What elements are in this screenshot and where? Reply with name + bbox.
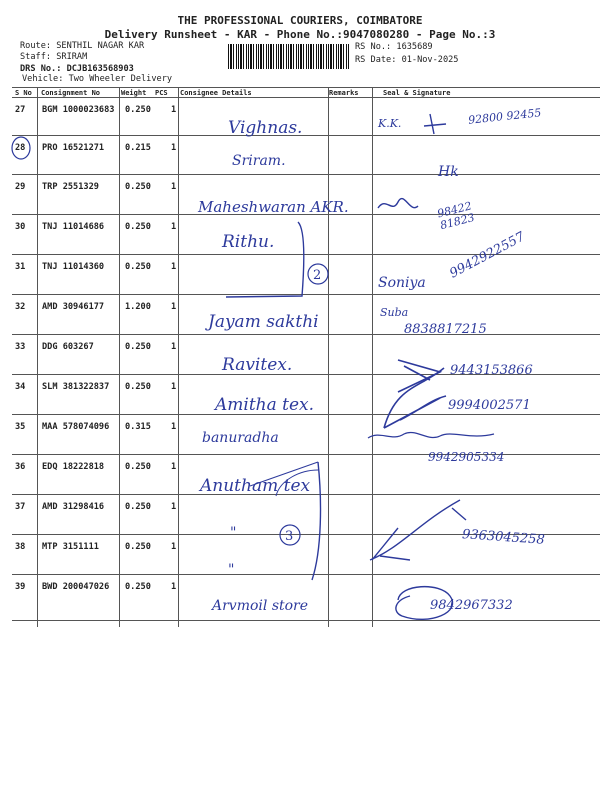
pieces-count: 1 (171, 422, 177, 432)
serial-number: 36 (15, 462, 26, 472)
weight-value: 0.250 (125, 182, 151, 192)
handwritten-consignee: Ravitex. (222, 355, 293, 375)
circled-number: 2 (313, 268, 322, 283)
consignment-number: TNJ 11014686 (42, 222, 105, 232)
pieces-count: 1 (171, 542, 177, 552)
handwritten-sign: Hk (438, 164, 459, 180)
consignment-number: PRO 16521271 (42, 143, 105, 153)
pieces-count: 1 (171, 302, 177, 312)
consignment-number: MTP 3151111 (42, 542, 99, 552)
consignment-number: TNJ 11014360 (42, 262, 105, 272)
handwritten-phone: 9363045258 (461, 527, 546, 548)
serial-number: 39 (15, 582, 26, 592)
rs-number: RS No.: 1635689 (355, 42, 433, 52)
circled-number: 3 (285, 529, 294, 544)
handwritten-consignee: " (228, 562, 235, 578)
consignment-number: BGM 1000023683 (42, 105, 115, 115)
pieces-count: 1 (171, 342, 177, 352)
pieces-count: 1 (171, 502, 177, 512)
serial-number: 29 (15, 182, 26, 192)
weight-value: 0.250 (125, 462, 151, 472)
handwritten-sign: K.K. (378, 117, 402, 130)
handwritten-consignee: Vighnas. (228, 118, 303, 138)
weight-value: 0.215 (125, 143, 151, 153)
weight-value: 0.315 (125, 422, 151, 432)
handwritten-phone: 8838817215 (404, 322, 487, 337)
handwritten-phone: 98422 81823 (435, 199, 476, 233)
handwritten-consignee: Maheshwaran AKR. (198, 198, 349, 216)
row-divider (12, 620, 600, 621)
row-divider (12, 174, 600, 175)
col-sno: S No (15, 89, 32, 97)
weight-value: 0.250 (125, 502, 151, 512)
handwritten-sign: Soniya (378, 275, 426, 291)
handwritten-phone: 9942905334 (428, 450, 505, 464)
handwritten-consignee: Amitha tex. (215, 395, 315, 415)
handwritten-consignee: Jayam sakthi (208, 312, 319, 332)
route-label: Route: SENTHIL NAGAR KAR (20, 41, 145, 51)
col-seal: Seal & Signature (383, 89, 451, 97)
handwritten-phone: 9994002571 (448, 398, 531, 413)
company-name: THE PROFESSIONAL COURIERS, COIMBATORE (177, 14, 423, 27)
handwritten-consignee: Rithu. (222, 232, 275, 252)
handwritten-sign: Suba (380, 306, 409, 319)
handwritten-phone: 92800 92455 (467, 106, 542, 127)
pieces-count: 1 (171, 182, 177, 192)
drs-label: DRS No.: DCJB163568903 (20, 64, 134, 74)
handwritten-phone: 9942922557 (447, 229, 528, 282)
col-consignee: Consignee Details (180, 89, 252, 97)
weight-value: 0.250 (125, 382, 151, 392)
pieces-count: 1 (171, 382, 177, 392)
consignment-number: BWD 200047026 (42, 582, 110, 592)
weight-value: 0.250 (125, 262, 151, 272)
col-consignment: Consignment No (41, 89, 101, 97)
consignment-number: AMD 30946177 (42, 302, 105, 312)
pieces-count: 1 (171, 582, 177, 592)
row-divider (12, 334, 600, 335)
handwritten-consignee: Sriram. (232, 153, 286, 169)
consignment-number: DDG 603267 (42, 342, 94, 352)
row-divider (12, 454, 600, 455)
serial-number: 30 (15, 222, 26, 232)
handwritten-consignee: Anutham tex (200, 476, 311, 496)
serial-number: 31 (15, 262, 26, 272)
handwritten-consignee: Arvmoil store (212, 598, 309, 614)
vehicle-label: Vehicle: Two Wheeler Delivery (22, 74, 173, 84)
pieces-count: 1 (171, 462, 177, 472)
weight-value: 0.250 (125, 342, 151, 352)
serial-number: 28 (15, 143, 26, 153)
consignment-number: TRP 2551329 (42, 182, 99, 192)
serial-number: 33 (15, 342, 26, 352)
serial-number: 37 (15, 502, 26, 512)
runsheet-subtitle: Delivery Runsheet - KAR - Phone No.:9047080280 - Page No.:3 (104, 28, 496, 41)
col-weight: Weight (121, 89, 147, 97)
pieces-count: 1 (171, 262, 177, 272)
serial-number: 27 (15, 105, 26, 115)
col-remarks: Remarks (329, 89, 359, 97)
consignment-number: EDQ 18222818 (42, 462, 105, 472)
pieces-count: 1 (171, 105, 177, 115)
row-divider (12, 294, 600, 295)
serial-number: 38 (15, 542, 26, 552)
staff-label: Staff: SRIRAM (20, 52, 88, 62)
weight-value: 1.200 (125, 302, 151, 312)
serial-number: 34 (15, 382, 26, 392)
handwritten-consignee: banuradha (202, 430, 279, 446)
consignment-number: MAA 578074096 (42, 422, 110, 432)
serial-number: 35 (15, 422, 26, 432)
row-divider (12, 135, 600, 136)
serial-number: 32 (15, 302, 26, 312)
col-pcs: PCS (155, 89, 168, 97)
handwritten-phone: 9842967332 (430, 598, 513, 613)
handwritten-consignee: " (230, 525, 237, 541)
consignment-number: AMD 31298416 (42, 502, 105, 512)
row-divider (12, 254, 600, 255)
pieces-count: 1 (171, 222, 177, 232)
row-divider (12, 574, 600, 575)
weight-value: 0.250 (125, 582, 151, 592)
rs-date: RS Date: 01-Nov-2025 (355, 55, 459, 65)
weight-value: 0.250 (125, 222, 151, 232)
pieces-count: 1 (171, 143, 177, 153)
weight-value: 0.250 (125, 542, 151, 552)
barcode (228, 44, 350, 69)
weight-value: 0.250 (125, 105, 151, 115)
handwritten-phone: 9443153866 (450, 363, 533, 378)
consignment-number: SLM 381322837 (42, 382, 110, 392)
